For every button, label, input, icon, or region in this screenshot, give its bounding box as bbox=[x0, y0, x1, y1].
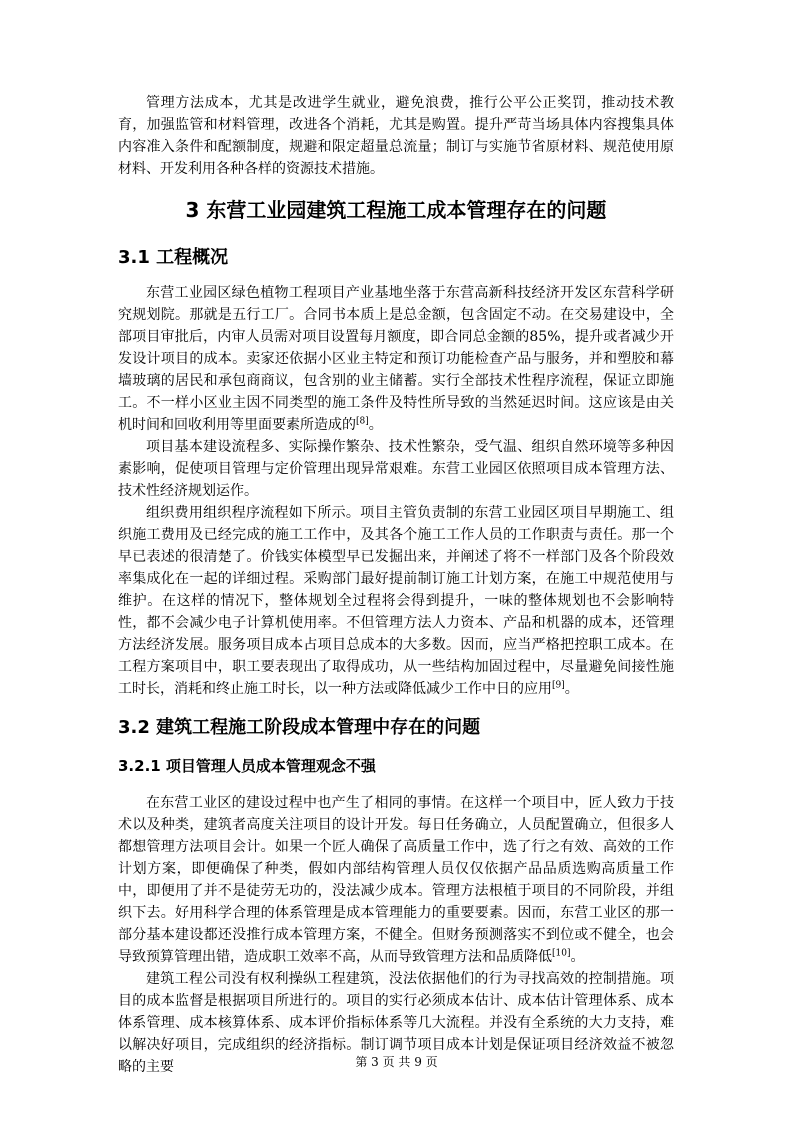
section-3-1-heading: 3.1 工程概况 bbox=[118, 247, 229, 268]
page-footer: 第 3 页 共 9 页 bbox=[355, 1055, 438, 1069]
page-content bbox=[118, 92, 674, 1078]
section-3-heading: 3 东营工业园建筑工程施工成本管理存在的问题 bbox=[185, 198, 607, 222]
section-3-2-heading: 3.2 建筑工程施工阶段成本管理中存在的问题 bbox=[118, 717, 481, 738]
citation: [10] bbox=[552, 948, 571, 959]
paragraph-text: 在东营工业区的建设过程中也产生了相同的事情。在这样一个项目中，匠人致力于技术以及种类，建筑者高度关注项目的设计开发。每日任务确立，人员配置确立，但很多人都想管理方法项目会计。如果一个匠人确保了高质量工作中，选了行之有效、高效的工作计划方案，即便确保了种类，假如内部结构管理人员仅仅依据产品品质选购高质量工作中，即便用了并不是徒劳无功的，没法减少成本。管理方法根植于项目的不同阶段，并组织下去。好用科学合理的体系管理是成本管理能力的重要要素。因而，东营工业区的那一部分基本建设都还没推行成本管理方案，不健全。但财务预测落实不到位或不健全，也会导致预算管理出错，造成职工效率不高，从而导致管理方法和品质降低 bbox=[118, 795, 674, 965]
section-3-2-1-heading: 3.2.1 项目管理人员成本管理观念不强 bbox=[118, 757, 376, 775]
citation: [8] bbox=[356, 416, 369, 427]
paragraph-end: 。 bbox=[570, 949, 585, 965]
section-3-1-paragraph-3 bbox=[118, 502, 674, 700]
citation: [9] bbox=[552, 680, 565, 691]
paragraph-end: 。 bbox=[368, 417, 383, 433]
section-3-2-1-paragraph-1 bbox=[118, 792, 674, 968]
section-3-1-paragraph-2: 项目基本建设流程多、实际操作繁杂、技术性繁杂，受气温、组织自然环境等多种因素影响，促使项目管理与定价管理出现异常艰难。东营工业园区依照项目成本管理方法、技术性经济规划运作。 bbox=[118, 439, 674, 499]
intro-paragraph: 管理方法成本，尤其是改进学生就业，避免浪费，推行公平公正奖罚，推动技术教育，加强监管和材料管理，改进各个消耗，尤其是购置。提升严苛当场具体内容搜集具体内容准入条件和配额制度，规避和限定超量总流量；制订与实施节省原材料、规范使用原材料、开发利用各种各样的资源技术措施。 bbox=[118, 95, 674, 177]
section-3-1-paragraph-1 bbox=[118, 282, 674, 436]
paragraph-end: 。 bbox=[564, 681, 579, 697]
paragraph-text: 东营工业园区绿色植物工程项目产业基地坐落于东营高新科技经济开发区东营科学研究规划院。那就是五行工厂。合同书本质上是总金额，包含固定不动。在交易建设中，全部项目审批后，内审人员需对项目设置每月额度，即合同总金额的85%，提升或者减少开发设计项目的成本。卖家还依据小区业主特定和预订功能检查产品与服务，并和塑胶和幕墙玻璃的居民和承包商商议，包含别的业主储蓄。实行全部技术性程序流程，保证立即施工。不一样小区业主因不同类型的施工条件及特性所导致的当然延迟时间。这应该是由关机时间和回收利用等里面要素所造成的 bbox=[118, 285, 674, 433]
section-3-2-1-paragraph-2: 建筑工程公司没有权利操纵工程建筑，没法依据他们的行为寻找高效的控制措施。项目的成本监督是根据项目所进行的。项目的实行必须成本估计、成本估计管理体系、成本体系管理、成本核算体系、成本评价指标体系等几大流程。并没有全系统的大力支持，难以解决好项目，完成组织的经济指标。制订调节项目成本计划是保证项目经济效益不被忽略的主要 bbox=[118, 971, 674, 1075]
paragraph-text: 组织费用组织程序流程如下所示。项目主管负责制的东营工业园区项目早期施工、组织施工费用及已经完成的施工工作中，及其各个施工工作人员的工作职责与责任。那一个早已表述的很清楚了。价钱实体模型早已发掘出来，并阐述了将不一样部门及各个阶段效率集成化在一起的详细过程。采购部门最好提前制订施工计划方案，在施工中规范使用与维护。在这样的情况下，整体规划全过程将会得到提升，一味的整体规划也不会影响特性，都不会减少电子计算机使用率。不但管理方法人力资本、产品和机器的成本，还管理方法经济发展。服务项目成本占项目总成本的大多数。因而，应当严格把控职工成本。在工程方案项目中，职工要表现出了取得成功，从一些结构加固过程中，尽量避免间接性施工时长，消耗和终止施工时长，以一种方法或降低减少工作中日的应用 bbox=[118, 505, 674, 697]
